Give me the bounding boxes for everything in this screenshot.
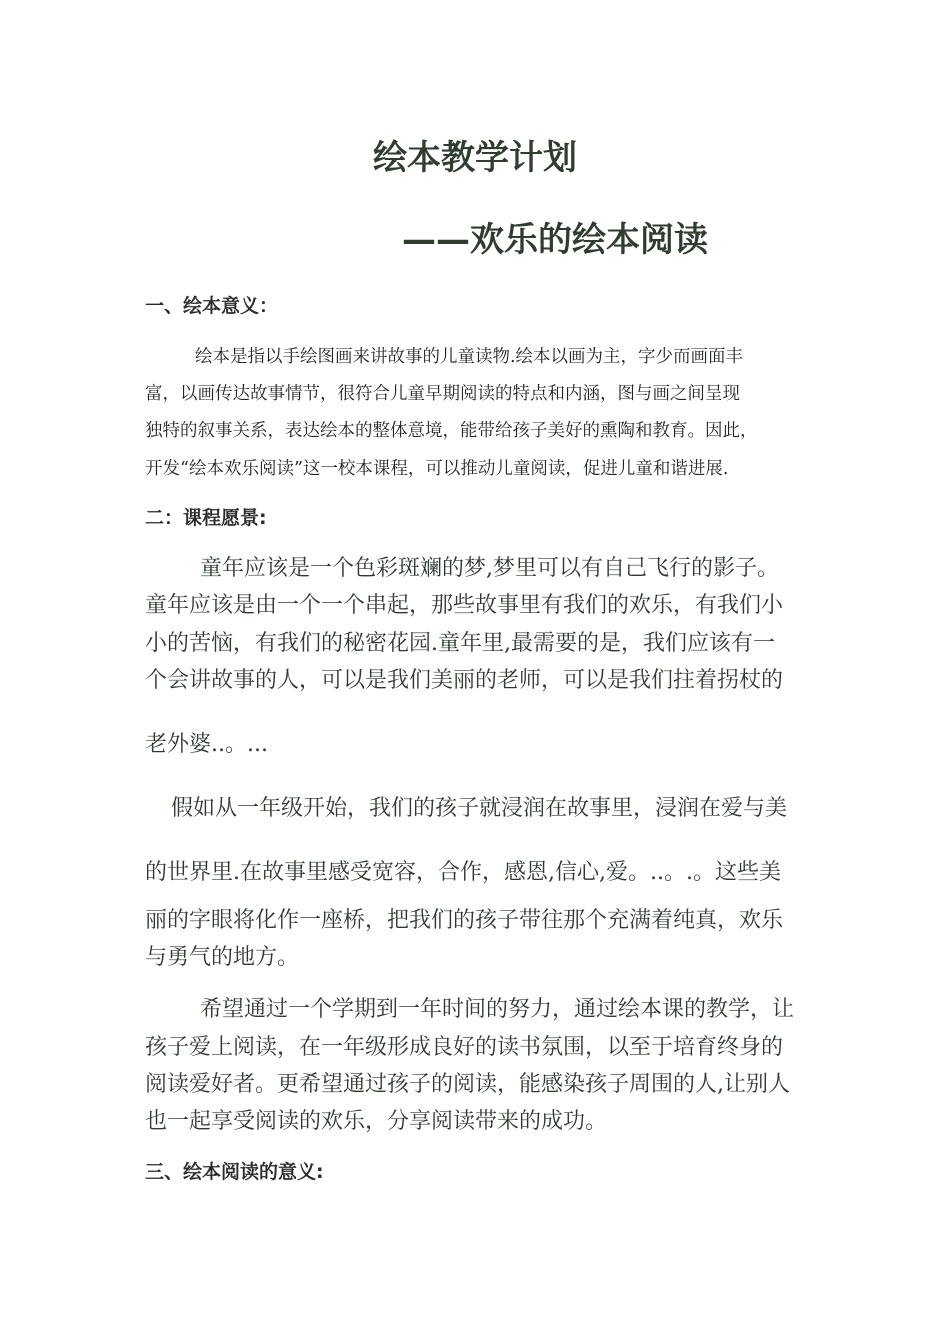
- paragraph-line: 阅读爱好者。更希望通过孩子的阅读，能感染孩子周围的人,让别人: [145, 1072, 790, 1097]
- paragraph-line: 的世界里.在故事里感受宽容，合作，感恩,信心,爱。..。.。这些美: [145, 860, 781, 885]
- paragraph-line: 假如从一年级开始，我们的孩子就浸润在故事里，浸润在爱与美: [171, 796, 788, 821]
- paragraph-line: 丽的字眼将化作一座桥，把我们的孩子带往那个充满着纯真，欢乐: [145, 908, 784, 933]
- paragraph-line: 个会讲故事的人，可以是我们美丽的老师，可以是我们拄着拐杖的: [145, 668, 784, 693]
- paragraph-line: 老外婆..。...: [145, 732, 268, 757]
- paragraph-line: 绘本是指以手绘图画来讲故事的儿童读物.绘本以画为主，字少而画面丰: [195, 347, 744, 367]
- paragraph-line: 童年应该是一个色彩斑斓的梦,梦里可以有自己飞行的影子。: [200, 556, 779, 581]
- paragraph-line: 开发“绘本欢乐阅读”这一校本课程，可以推动儿童阅读，促进儿童和谐进展.: [145, 459, 729, 479]
- document-title: 绘本教学计划: [373, 138, 577, 178]
- paragraph-line: 希望通过一个学期到一年时间的努力，通过绘本课的教学，让: [200, 997, 795, 1022]
- paragraph-line: 孩子爱上阅读，在一年级形成良好的读书氛围，以至于培育终身的: [145, 1035, 784, 1060]
- paragraph-line: 独特的叙事关系，表达绘本的整体意境，能带给孩子美好的熏陶和教育。因此，: [145, 421, 758, 441]
- document-subtitle: ——欢乐的绘本阅读: [402, 220, 708, 260]
- paragraph-line: 也一起享受阅读的欢乐，分享阅读带来的成功。: [145, 1109, 608, 1134]
- paragraph-line: 与勇气的地方。: [145, 945, 300, 970]
- section-heading-vision: 二：课程愿景:: [145, 507, 267, 529]
- section-heading-reading-meaning: 三、绘本阅读的意义:: [145, 1161, 324, 1183]
- paragraph-line: 富，以画传达故事情节，很符合儿童早期阅读的特点和内涵，图与画之间呈现: [145, 384, 740, 404]
- section-heading-meaning: 一、绘本意义：: [145, 295, 279, 317]
- paragraph-line: 童年应该是由一个一个串起，那些故事里有我们的欢乐，有我们小: [145, 593, 784, 618]
- paragraph-line: 小的苦恼，有我们的秘密花园.童年里,最需要的是，我们应该有一: [145, 631, 775, 656]
